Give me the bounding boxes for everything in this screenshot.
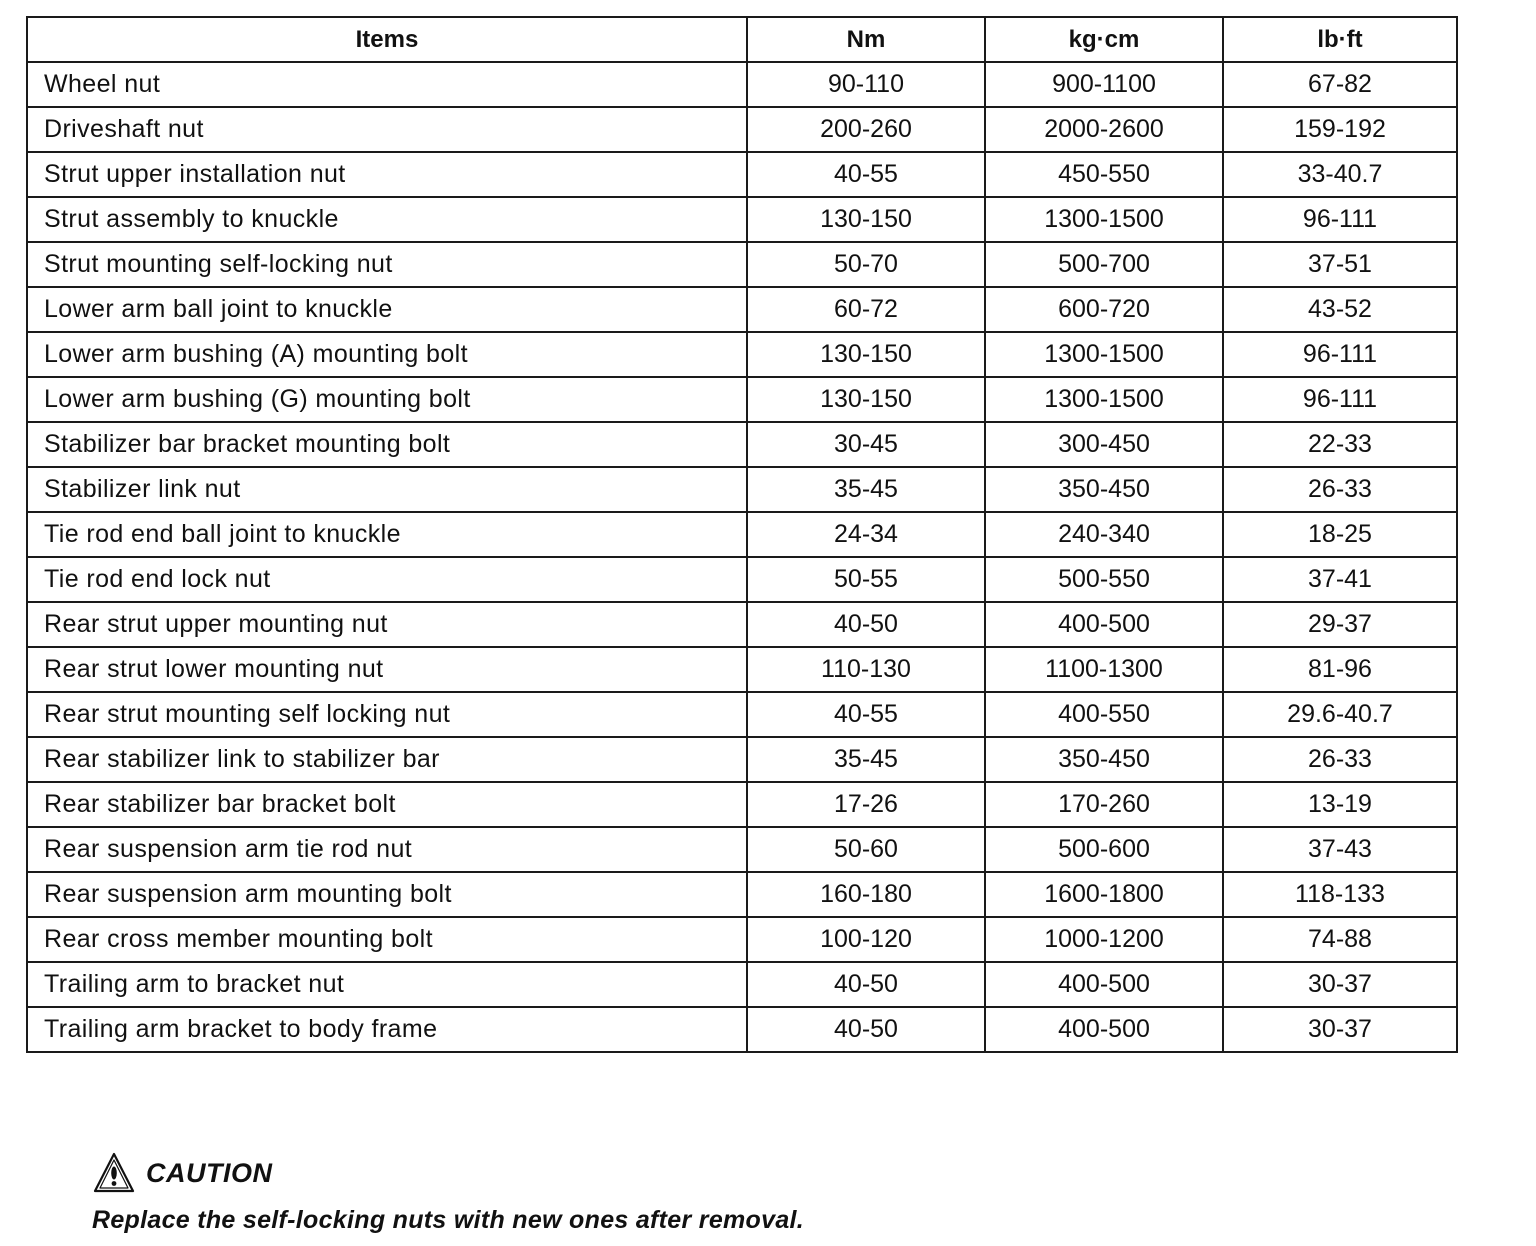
table-row bbox=[27, 827, 1457, 872]
lbft-cell: 74-88 bbox=[1223, 917, 1457, 962]
item-cell: Strut mounting self-locking nut bbox=[27, 242, 747, 287]
kgcm-cell: 2000-2600 bbox=[985, 107, 1223, 152]
item-cell: Tie rod end ball joint to knuckle bbox=[27, 512, 747, 557]
lbft-cell: 118-133 bbox=[1223, 872, 1457, 917]
lbft-cell: 22-33 bbox=[1223, 422, 1457, 467]
nm-cell: 17-26 bbox=[747, 782, 985, 827]
item-cell: Wheel nut bbox=[27, 62, 747, 107]
table-row bbox=[27, 467, 1457, 512]
kgcm-cell: 1300-1500 bbox=[985, 377, 1223, 422]
table-header-row bbox=[27, 17, 1457, 62]
item-cell: Rear suspension arm mounting bolt bbox=[27, 872, 747, 917]
item-cell: Rear cross member mounting bolt bbox=[27, 917, 747, 962]
item-cell: Trailing arm bracket to body frame bbox=[27, 1007, 747, 1052]
kgcm-cell: 500-550 bbox=[985, 557, 1223, 602]
kgcm-cell: 1100-1300 bbox=[985, 647, 1223, 692]
nm-cell: 130-150 bbox=[747, 197, 985, 242]
lbft-cell: 43-52 bbox=[1223, 287, 1457, 332]
lbft-cell: 37-43 bbox=[1223, 827, 1457, 872]
lbft-cell: 29.6-40.7 bbox=[1223, 692, 1457, 737]
kgcm-cell: 400-550 bbox=[985, 692, 1223, 737]
kgcm-cell: 400-500 bbox=[985, 1007, 1223, 1052]
table-row bbox=[27, 602, 1457, 647]
nm-cell: 130-150 bbox=[747, 332, 985, 377]
kgcm-cell: 170-260 bbox=[985, 782, 1223, 827]
table-row bbox=[27, 332, 1457, 377]
item-cell: Rear strut lower mounting nut bbox=[27, 647, 747, 692]
nm-cell: 40-55 bbox=[747, 152, 985, 197]
table-row bbox=[27, 737, 1457, 782]
item-cell: Tie rod end lock nut bbox=[27, 557, 747, 602]
lbft-cell: 30-37 bbox=[1223, 1007, 1457, 1052]
header-kgcm: kg·cm bbox=[985, 17, 1223, 62]
caution-note bbox=[92, 1148, 1392, 1235]
item-cell: Strut assembly to knuckle bbox=[27, 197, 747, 242]
nm-cell: 40-50 bbox=[747, 1007, 985, 1052]
kgcm-cell: 500-700 bbox=[985, 242, 1223, 287]
header-lbft: lb·ft bbox=[1223, 17, 1457, 62]
nm-cell: 60-72 bbox=[747, 287, 985, 332]
item-cell: Lower arm ball joint to knuckle bbox=[27, 287, 747, 332]
nm-cell: 40-50 bbox=[747, 962, 985, 1007]
table-row bbox=[27, 197, 1457, 242]
caution-text: Replace the self-locking nuts with new ones after removal. bbox=[92, 1206, 805, 1234]
nm-cell: 35-45 bbox=[747, 737, 985, 782]
lbft-cell: 67-82 bbox=[1223, 62, 1457, 107]
item-cell: Strut upper installation nut bbox=[27, 152, 747, 197]
lbft-cell: 96-111 bbox=[1223, 332, 1457, 377]
table-body bbox=[27, 62, 1457, 1052]
table-row bbox=[27, 62, 1457, 107]
header-nm: Nm bbox=[747, 17, 985, 62]
kgcm-cell: 400-500 bbox=[985, 962, 1223, 1007]
item-cell: Stabilizer link nut bbox=[27, 467, 747, 512]
kgcm-cell: 1000-1200 bbox=[985, 917, 1223, 962]
kgcm-cell: 600-720 bbox=[985, 287, 1223, 332]
item-cell: Driveshaft nut bbox=[27, 107, 747, 152]
nm-cell: 160-180 bbox=[747, 872, 985, 917]
table-row bbox=[27, 287, 1457, 332]
table-row bbox=[27, 782, 1457, 827]
kgcm-cell: 300-450 bbox=[985, 422, 1223, 467]
item-cell: Rear strut mounting self locking nut bbox=[27, 692, 747, 737]
nm-cell: 50-70 bbox=[747, 242, 985, 287]
nm-cell: 50-55 bbox=[747, 557, 985, 602]
kgcm-cell: 1300-1500 bbox=[985, 332, 1223, 377]
item-cell: Rear stabilizer link to stabilizer bar bbox=[27, 737, 747, 782]
nm-cell: 40-50 bbox=[747, 602, 985, 647]
table-row bbox=[27, 422, 1457, 467]
nm-cell: 40-55 bbox=[747, 692, 985, 737]
item-cell: Rear strut upper mounting nut bbox=[27, 602, 747, 647]
table-row bbox=[27, 557, 1457, 602]
nm-cell: 50-60 bbox=[747, 827, 985, 872]
table-row bbox=[27, 1007, 1457, 1052]
kgcm-cell: 1300-1500 bbox=[985, 197, 1223, 242]
lbft-cell: 96-111 bbox=[1223, 197, 1457, 242]
table-row bbox=[27, 377, 1457, 422]
table-row bbox=[27, 917, 1457, 962]
lbft-cell: 96-111 bbox=[1223, 377, 1457, 422]
torque-spec-table bbox=[26, 16, 1458, 1053]
lbft-cell: 26-33 bbox=[1223, 737, 1457, 782]
lbft-cell: 26-33 bbox=[1223, 467, 1457, 512]
caution-title: CAUTION bbox=[146, 1157, 273, 1188]
kgcm-cell: 400-500 bbox=[985, 602, 1223, 647]
lbft-cell: 33-40.7 bbox=[1223, 152, 1457, 197]
nm-cell: 30-45 bbox=[747, 422, 985, 467]
item-cell: Stabilizer bar bracket mounting bolt bbox=[27, 422, 747, 467]
table-row bbox=[27, 962, 1457, 1007]
kgcm-cell: 240-340 bbox=[985, 512, 1223, 557]
kgcm-cell: 1600-1800 bbox=[985, 872, 1223, 917]
table-row bbox=[27, 647, 1457, 692]
lbft-cell: 13-19 bbox=[1223, 782, 1457, 827]
lbft-cell: 37-41 bbox=[1223, 557, 1457, 602]
item-cell: Trailing arm to bracket nut bbox=[27, 962, 747, 1007]
lbft-cell: 159-192 bbox=[1223, 107, 1457, 152]
header-items: Items bbox=[27, 17, 747, 62]
caution-header bbox=[92, 1148, 1392, 1198]
kgcm-cell: 350-450 bbox=[985, 737, 1223, 782]
nm-cell: 200-260 bbox=[747, 107, 985, 152]
item-cell: Lower arm bushing (G) mounting bolt bbox=[27, 377, 747, 422]
item-cell: Rear stabilizer bar bracket bolt bbox=[27, 782, 747, 827]
nm-cell: 35-45 bbox=[747, 467, 985, 512]
lbft-cell: 81-96 bbox=[1223, 647, 1457, 692]
table-row bbox=[27, 107, 1457, 152]
nm-cell: 130-150 bbox=[747, 377, 985, 422]
nm-cell: 24-34 bbox=[747, 512, 985, 557]
lbft-cell: 29-37 bbox=[1223, 602, 1457, 647]
kgcm-cell: 900-1100 bbox=[985, 62, 1223, 107]
kgcm-cell: 450-550 bbox=[985, 152, 1223, 197]
lbft-cell: 30-37 bbox=[1223, 962, 1457, 1007]
nm-cell: 90-110 bbox=[747, 62, 985, 107]
kgcm-cell: 500-600 bbox=[985, 827, 1223, 872]
table-row bbox=[27, 152, 1457, 197]
item-cell: Lower arm bushing (A) mounting bolt bbox=[27, 332, 747, 377]
nm-cell: 100-120 bbox=[747, 917, 985, 962]
kgcm-cell: 350-450 bbox=[985, 467, 1223, 512]
caution-triangle-icon bbox=[92, 1151, 136, 1195]
table-row bbox=[27, 242, 1457, 287]
item-cell: Rear suspension arm tie rod nut bbox=[27, 827, 747, 872]
table-row bbox=[27, 692, 1457, 737]
nm-cell: 110-130 bbox=[747, 647, 985, 692]
table-row bbox=[27, 512, 1457, 557]
table-row bbox=[27, 872, 1457, 917]
lbft-cell: 18-25 bbox=[1223, 512, 1457, 557]
lbft-cell: 37-51 bbox=[1223, 242, 1457, 287]
